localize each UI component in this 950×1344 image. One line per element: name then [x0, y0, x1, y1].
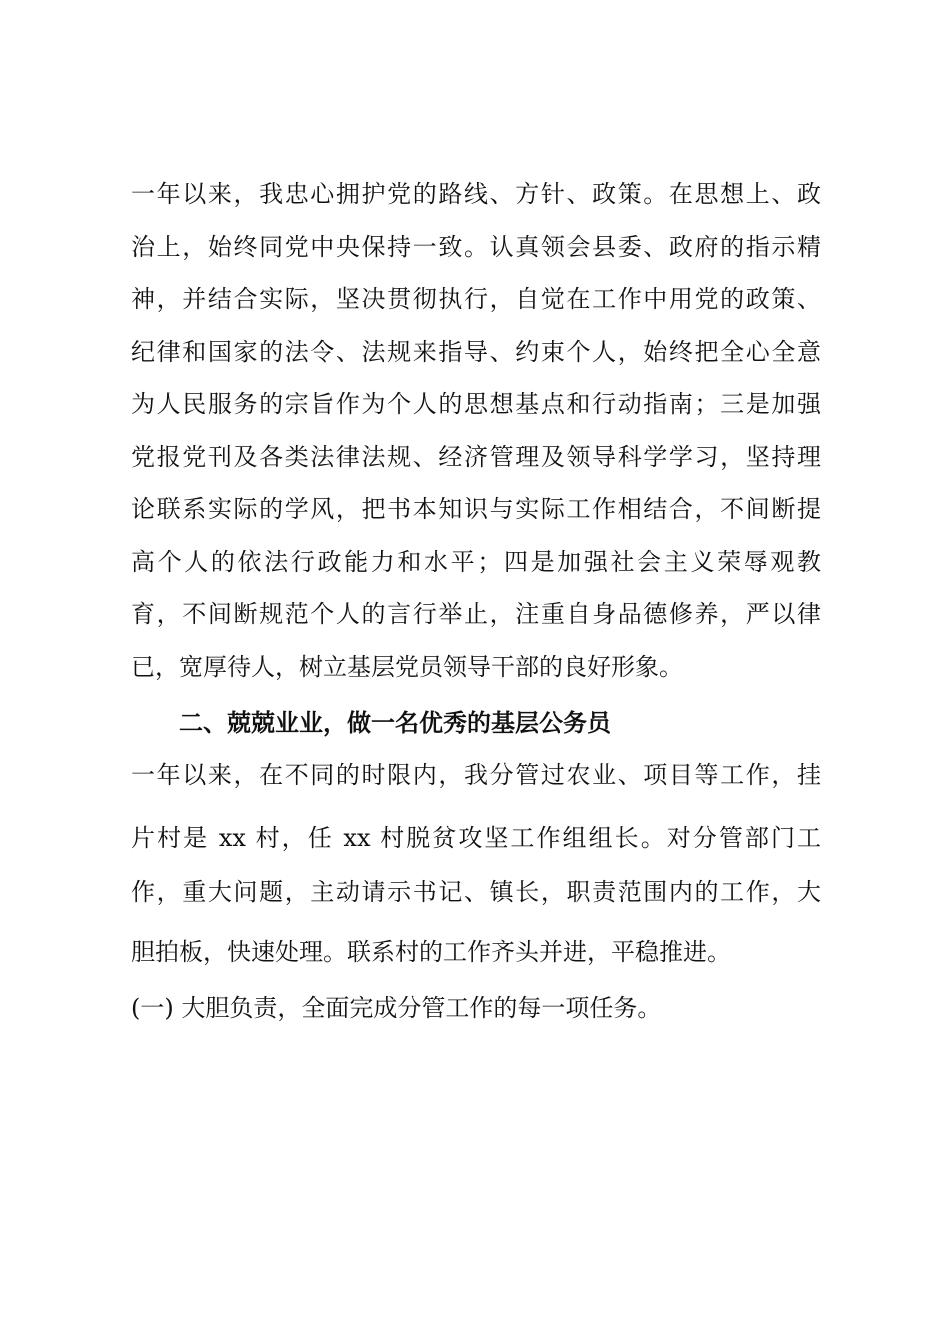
paragraph-line: 一年以来，在不同的时限内，我分管过农业、项目等工作，挂 — [131, 761, 821, 789]
paragraph-line: 作，重大问题，主动请示书记、镇长，职责范围内的工作，大 — [131, 878, 821, 906]
paragraph-line: 党报党刊及各类法律法规、经济管理及领导科学学习，坚持理 — [131, 443, 821, 471]
paragraph-line: 一年以来，我忠心拥护党的路线、方针、政策。在思想上、政 — [131, 180, 821, 208]
paragraph-line: 胆拍板，快速处理。联系村的工作齐头并进，平稳推进。 — [131, 938, 731, 966]
section-heading: 二、兢兢业业，做一名优秀的基层公务员 — [179, 709, 611, 737]
paragraph-line: 高个人的依法行政能力和水平；四是加强社会主义荣辱观教 — [131, 548, 821, 576]
paragraph-line: 治上，始终同党中央保持一致。认真领会县委、政府的指示精 — [131, 233, 821, 261]
subsection-heading: (一) 大胆负责，全面完成分管工作的每一项任务。 — [131, 994, 662, 1022]
paragraph-line: 纪律和国家的法令、法规来指导、约束个人，始终把全心全意 — [131, 338, 821, 366]
paragraph-line: 神，并结合实际，坚决贯彻执行，自觉在工作中用党的政策、 — [131, 285, 821, 313]
paragraph-line: 为人民服务的宗旨作为个人的思想基点和行动指南；三是加强 — [131, 390, 821, 418]
paragraph-line: 育，不间断规范个人的言行举止，注重自身品德修养，严以律 — [131, 600, 821, 628]
paragraph-line: 片村是 xx 村，任 xx 村脱贫攻坚工作组组长。对分管部门工 — [131, 824, 821, 852]
paragraph-line: 已，宽厚待人，树立基层党员领导干部的良好形象。 — [131, 653, 683, 681]
paragraph-line: 论联系实际的学风，把书本知识与实际工作相结合，不间断提 — [131, 495, 821, 523]
